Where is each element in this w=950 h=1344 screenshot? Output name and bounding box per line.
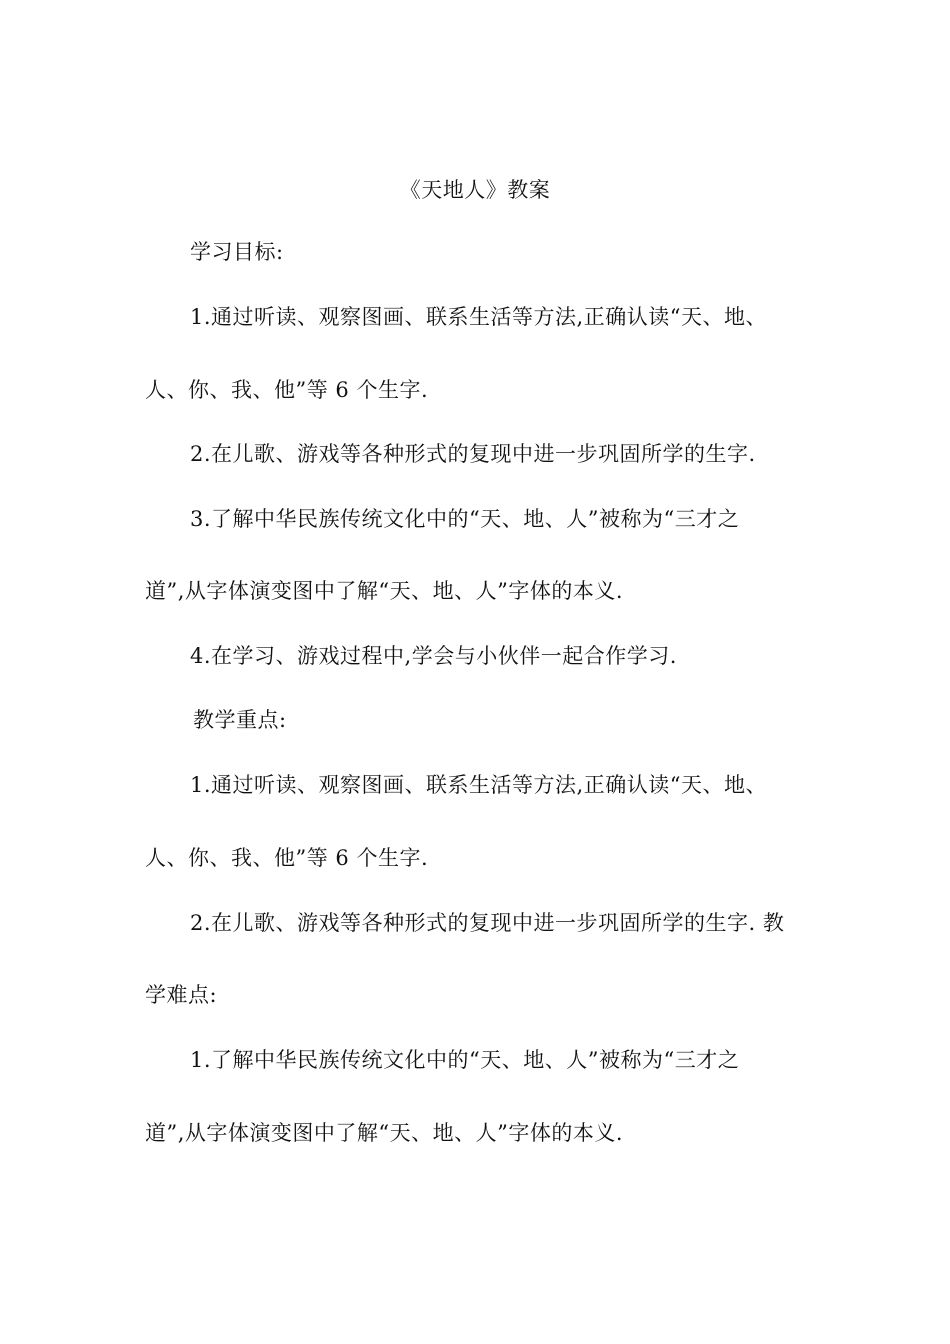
paragraph-line: 道”,从字体演变图中了解“天、地、人”字体的本义. — [145, 1121, 624, 1145]
paragraph-line: 1.通过听读、观察图画、联系生活等方法,正确认读“天、地、 — [190, 305, 767, 329]
section-heading-difficulties: 学难点: — [145, 983, 218, 1007]
paragraph-line: 1.了解中华民族传统文化中的“天、地、人”被称为“三才之 — [190, 1048, 740, 1072]
section-heading-key-points: 教学重点: — [193, 708, 287, 732]
paragraph-line: 人、你、我、他”等 6 个生字. — [145, 378, 429, 402]
paragraph-line: 3.了解中华民族传统文化中的“天、地、人”被称为“三才之 — [190, 507, 740, 531]
paragraph-line: 道”,从字体演变图中了解“天、地、人”字体的本义. — [145, 579, 624, 603]
paragraph-line: 2.在儿歌、游戏等各种形式的复现中进一步巩固所学的生字. 教 — [190, 911, 785, 935]
paragraph-line: 人、你、我、他”等 6 个生字. — [145, 846, 429, 870]
paragraph-line: 1.通过听读、观察图画、联系生活等方法,正确认读“天、地、 — [190, 773, 767, 797]
section-heading-objectives: 学习目标: — [190, 240, 284, 264]
document-title: 《天地人》教案 — [399, 178, 551, 202]
paragraph-line: 4.在学习、游戏过程中,学会与小伙伴一起合作学习. — [190, 644, 677, 668]
paragraph-line: 2.在儿歌、游戏等各种形式的复现中进一步巩固所学的生字. — [190, 442, 756, 466]
